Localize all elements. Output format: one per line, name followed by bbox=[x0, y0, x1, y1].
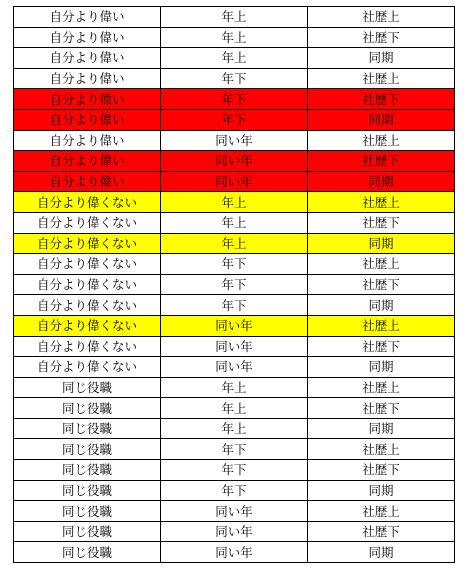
rank-cell[interactable]: 同じ役職 bbox=[14, 460, 161, 481]
table-row bbox=[14, 398, 455, 419]
rank-cell[interactable]: 自分より偉くない bbox=[14, 336, 161, 357]
age-cell[interactable]: 同い年 bbox=[161, 357, 308, 378]
tenure-cell[interactable]: 社歴上 bbox=[308, 130, 455, 151]
table-row bbox=[14, 192, 455, 213]
age-cell[interactable]: 年上 bbox=[161, 48, 308, 69]
tenure-cell[interactable]: 社歴上 bbox=[308, 254, 455, 275]
tenure-cell[interactable]: 社歴下 bbox=[308, 212, 455, 233]
tenure-cell[interactable]: 社歴下 bbox=[308, 274, 455, 295]
age-cell[interactable]: 年下 bbox=[161, 439, 308, 460]
rank-cell[interactable]: 同じ役職 bbox=[14, 398, 161, 419]
age-cell[interactable]: 年上 bbox=[161, 192, 308, 213]
age-cell[interactable]: 同い年 bbox=[161, 336, 308, 357]
tenure-cell[interactable]: 同期 bbox=[308, 233, 455, 254]
tenure-cell[interactable]: 社歴上 bbox=[308, 315, 455, 336]
table-row bbox=[14, 315, 455, 336]
table-row bbox=[14, 48, 455, 69]
tenure-cell[interactable]: 社歴上 bbox=[308, 68, 455, 89]
age-cell[interactable]: 年下 bbox=[161, 109, 308, 130]
tenure-cell[interactable]: 同期 bbox=[308, 171, 455, 192]
rank-cell[interactable]: 同じ役職 bbox=[14, 501, 161, 522]
rank-cell[interactable]: 自分より偉くない bbox=[14, 254, 161, 275]
table-row bbox=[14, 480, 455, 501]
rank-cell[interactable]: 自分より偉い bbox=[14, 89, 161, 110]
tenure-cell[interactable]: 社歴上 bbox=[308, 377, 455, 398]
table-row bbox=[14, 501, 455, 522]
rank-cell[interactable]: 自分より偉くない bbox=[14, 295, 161, 316]
age-cell[interactable]: 年下 bbox=[161, 460, 308, 481]
tenure-cell[interactable]: 同期 bbox=[308, 295, 455, 316]
tenure-cell[interactable]: 社歴下 bbox=[308, 460, 455, 481]
tenure-cell[interactable]: 同期 bbox=[308, 357, 455, 378]
rank-cell[interactable]: 同じ役職 bbox=[14, 521, 161, 542]
table-row bbox=[14, 357, 455, 378]
rank-cell[interactable]: 自分より偉い bbox=[14, 48, 161, 69]
age-cell[interactable]: 年上 bbox=[161, 398, 308, 419]
table-row bbox=[14, 377, 455, 398]
table-body bbox=[14, 7, 455, 563]
table-row bbox=[14, 254, 455, 275]
rank-cell[interactable]: 同じ役職 bbox=[14, 480, 161, 501]
age-cell[interactable]: 年下 bbox=[161, 68, 308, 89]
table-row bbox=[14, 151, 455, 172]
age-cell[interactable]: 年下 bbox=[161, 274, 308, 295]
age-cell[interactable]: 同い年 bbox=[161, 542, 308, 563]
rank-cell[interactable]: 自分より偉い bbox=[14, 7, 161, 28]
rank-cell[interactable]: 自分より偉くない bbox=[14, 212, 161, 233]
rank-cell[interactable]: 自分より偉い bbox=[14, 171, 161, 192]
tenure-cell[interactable]: 同期 bbox=[308, 542, 455, 563]
age-cell[interactable]: 年上 bbox=[161, 233, 308, 254]
table-row bbox=[14, 274, 455, 295]
tenure-cell[interactable]: 社歴下 bbox=[308, 521, 455, 542]
rank-cell[interactable]: 自分より偉い bbox=[14, 27, 161, 48]
rank-cell[interactable]: 同じ役職 bbox=[14, 542, 161, 563]
rank-cell[interactable]: 同じ役職 bbox=[14, 418, 161, 439]
table-row bbox=[14, 418, 455, 439]
rank-cell[interactable]: 自分より偉くない bbox=[14, 315, 161, 336]
table-row bbox=[14, 68, 455, 89]
age-cell[interactable]: 同い年 bbox=[161, 521, 308, 542]
age-cell[interactable]: 年下 bbox=[161, 254, 308, 275]
spreadsheet-table bbox=[13, 6, 455, 563]
tenure-cell[interactable]: 社歴上 bbox=[308, 192, 455, 213]
table-row bbox=[14, 336, 455, 357]
tenure-cell[interactable]: 社歴下 bbox=[308, 27, 455, 48]
table-row bbox=[14, 295, 455, 316]
tenure-cell[interactable]: 社歴下 bbox=[308, 89, 455, 110]
tenure-cell[interactable]: 社歴上 bbox=[308, 439, 455, 460]
rank-cell[interactable]: 同じ役職 bbox=[14, 439, 161, 460]
age-cell[interactable]: 同い年 bbox=[161, 171, 308, 192]
age-cell[interactable]: 同い年 bbox=[161, 130, 308, 151]
table-row bbox=[14, 109, 455, 130]
table-row bbox=[14, 7, 455, 28]
age-cell[interactable]: 同い年 bbox=[161, 315, 308, 336]
rank-cell[interactable]: 自分より偉い bbox=[14, 109, 161, 130]
age-cell[interactable]: 年下 bbox=[161, 480, 308, 501]
table-row bbox=[14, 130, 455, 151]
rank-cell[interactable]: 自分より偉い bbox=[14, 130, 161, 151]
tenure-cell[interactable]: 同期 bbox=[308, 48, 455, 69]
tenure-cell[interactable]: 社歴上 bbox=[308, 7, 455, 28]
table-row bbox=[14, 542, 455, 563]
rank-cell[interactable]: 自分より偉くない bbox=[14, 274, 161, 295]
age-cell[interactable]: 年上 bbox=[161, 27, 308, 48]
tenure-cell[interactable]: 社歴下 bbox=[308, 151, 455, 172]
tenure-cell[interactable]: 社歴下 bbox=[308, 398, 455, 419]
table-row bbox=[14, 171, 455, 192]
age-cell[interactable]: 年下 bbox=[161, 89, 308, 110]
tenure-cell[interactable]: 同期 bbox=[308, 480, 455, 501]
tenure-cell[interactable]: 社歴上 bbox=[308, 501, 455, 522]
age-cell[interactable]: 年上 bbox=[161, 7, 308, 28]
table-row bbox=[14, 89, 455, 110]
age-cell[interactable]: 年上 bbox=[161, 377, 308, 398]
rank-cell[interactable]: 自分より偉くない bbox=[14, 357, 161, 378]
age-cell[interactable]: 同い年 bbox=[161, 501, 308, 522]
table-row bbox=[14, 212, 455, 233]
table-row bbox=[14, 460, 455, 481]
tenure-cell[interactable]: 社歴下 bbox=[308, 336, 455, 357]
age-cell[interactable]: 年下 bbox=[161, 295, 308, 316]
rank-cell[interactable]: 自分より偉くない bbox=[14, 192, 161, 213]
rank-cell[interactable]: 同じ役職 bbox=[14, 377, 161, 398]
table-row bbox=[14, 233, 455, 254]
table-row bbox=[14, 439, 455, 460]
age-cell[interactable]: 年上 bbox=[161, 212, 308, 233]
rank-cell[interactable]: 自分より偉い bbox=[14, 151, 161, 172]
age-cell[interactable]: 年上 bbox=[161, 418, 308, 439]
table-row bbox=[14, 27, 455, 48]
rank-cell[interactable]: 自分より偉くない bbox=[14, 233, 161, 254]
tenure-cell[interactable]: 同期 bbox=[308, 418, 455, 439]
age-cell[interactable]: 同い年 bbox=[161, 151, 308, 172]
tenure-cell[interactable]: 同期 bbox=[308, 109, 455, 130]
table-row bbox=[14, 521, 455, 542]
rank-cell[interactable]: 自分より偉い bbox=[14, 68, 161, 89]
